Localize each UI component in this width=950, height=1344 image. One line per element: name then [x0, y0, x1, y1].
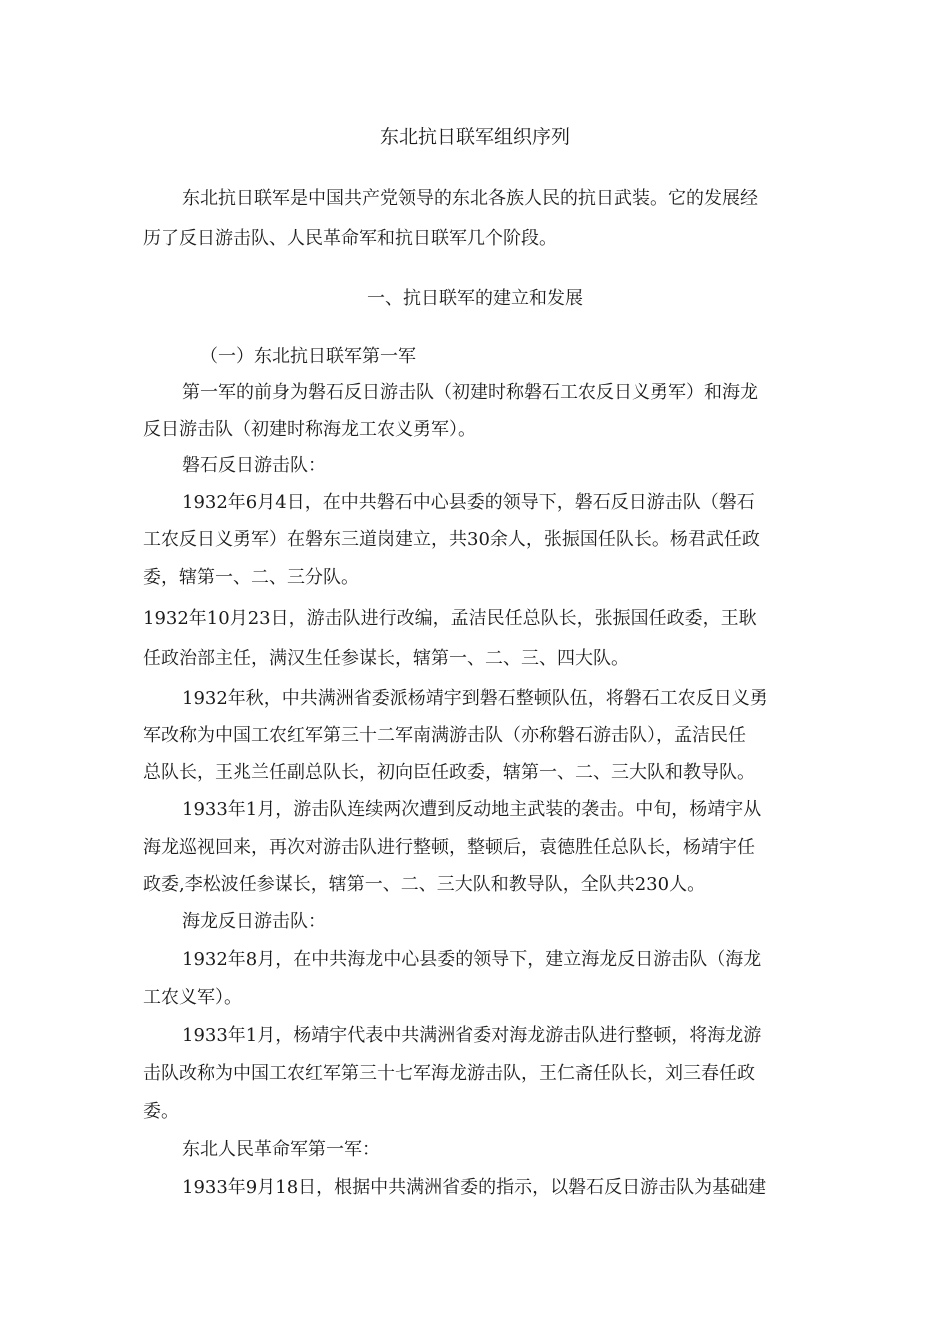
subheading-line: 东北人民革命军第一军：: [182, 1139, 380, 1160]
paragraph-line: 1932年10月23日，游击队进行改编，孟洁民任总队长，张振国任政委，王耿: [143, 608, 757, 629]
paragraph-line: 1933年1月，游击队连续两次遭到反动地主武装的袭击。中旬，杨靖宇从: [182, 799, 762, 820]
paragraph-line: 1933年9月18日，根据中共满洲省委的指示，以磐石反日游击队为基础建: [182, 1177, 767, 1198]
paragraph-line: 委，辖第一、二、三分队。: [143, 567, 359, 588]
paragraph-line: 军改称为中国工农红军第三十二军南满游击队（亦称磐石游击队），孟洁民任: [143, 725, 746, 746]
paragraph-line: 任政治部主任，满汉生任参谋长，辖第一、二、三、四大队。: [143, 648, 629, 669]
section-heading: 一、抗日联军的建立和发展: [367, 288, 583, 309]
paragraph-line: 总队长，王兆兰任副总队长，初向臣任政委，辖第一、二、三大队和教导队。: [143, 762, 755, 783]
paragraph-line: 工农反日义勇军）在磐东三道岗建立，共30余人，张振国任队长。杨君武任政: [143, 529, 760, 550]
paragraph-line: 海龙巡视回来，再次对游击队进行整顿，整顿后，袁德胜任总队长，杨靖宇任: [143, 837, 755, 858]
subheading-line: 磐石反日游击队：: [182, 455, 326, 476]
paragraph-line: 第一军的前身为磐石反日游击队（初建时称磐石工农反日义勇军）和海龙: [182, 382, 758, 403]
paragraph-line: 委。: [143, 1101, 179, 1122]
paragraph-line: 工农义军）。: [143, 987, 242, 1008]
paragraph-line: 1933年1月，杨靖宇代表中共满洲省委对海龙游击队进行整顿，将海龙游: [182, 1025, 762, 1046]
subsection-heading: （一）东北抗日联军第一军: [200, 346, 416, 367]
subheading-line: 海龙反日游击队：: [182, 911, 326, 932]
paragraph-line: 东北抗日联军是中国共产党领导的东北各族人民的抗日武装。它的发展经: [182, 188, 758, 209]
paragraph-line: 反日游击队（初建时称海龙工农义勇军）。: [143, 419, 476, 440]
paragraph-line: 1932年8月，在中共海龙中心县委的领导下，建立海龙反日游击队（海龙: [182, 949, 762, 970]
paragraph-line: 击队改称为中国工农红军第三十七军海龙游击队，王仁斋任队长，刘三春任政: [143, 1063, 755, 1084]
paragraph-line: 历了反日游击队、人民革命军和抗日联军几个阶段。: [143, 228, 557, 249]
paragraph-line: 1932年6月4日，在中共磐石中心县委的领导下，磐石反日游击队（磐石: [182, 492, 755, 513]
paragraph-line: 政委,李松波任参谋长，辖第一、二、三大队和教导队，全队共230人。: [143, 874, 706, 895]
document-title: 东北抗日联军组织序列: [379, 126, 570, 148]
paragraph-line: 1932年秋，中共满洲省委派杨靖宇到磐石整顿队伍，将磐石工农反日义勇: [182, 688, 768, 709]
